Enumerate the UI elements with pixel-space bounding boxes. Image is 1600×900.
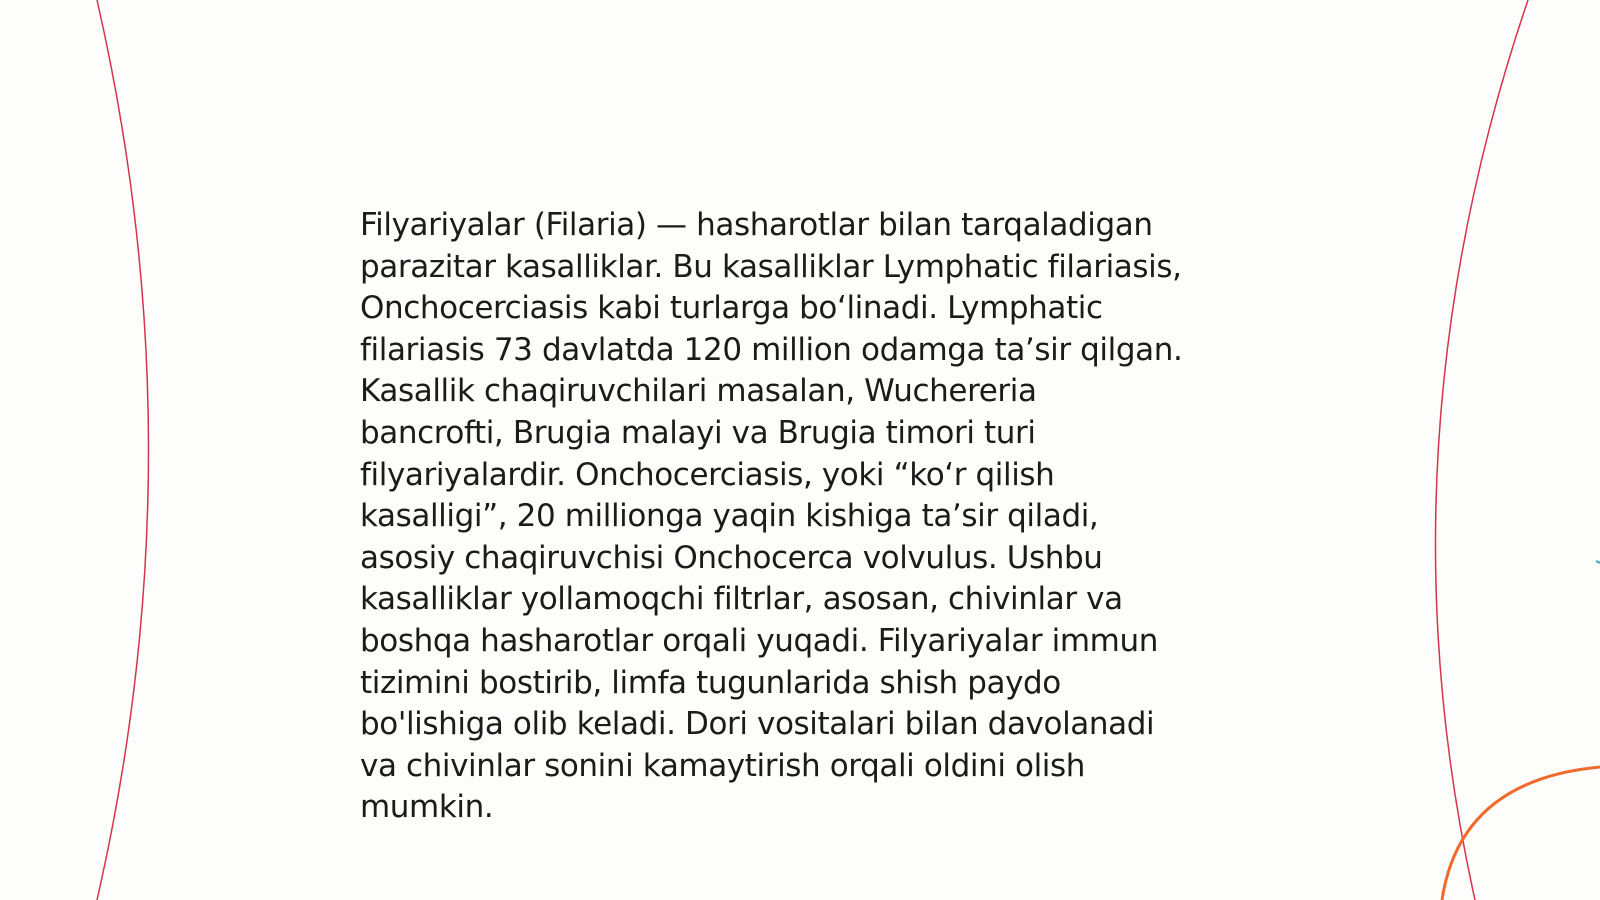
slide-body-text: Filyariyalar (Filaria) — hasharotlar bilan tarqaladigan parazitar kasalliklar. Bu kasalliklar Lymphatic filariasis, Onchocerciasis kabi turlarga boʻlinadi. Lymphatic filariasis 73 davlatda 120 million odamga taʼsir qilgan. Kasallik chaqiruvchilari masalan, Wuchereria bancrofti, Brugia malayi va Brugia timori turi filyariyalardir. Onchocerciasis, yoki “koʻr qilish kasalligi”, 20 millionga yaqin kishiga taʼsir qiladi, asosiy chaqiruvchisi Onchocerca volvulus. Ushbu kasalliklar yollamoqchi filtrlar, asosan, chivinlar va boshqa hasharotlar orqali yuqadi. Filyariyalar immun tizimini bostirib, limfa tugunlarida shish paydo bo'lishiga olib keladi. Dori vositalari bilan davolanadi va chivinlar sonini kamaytirish orqali oldini olish mumkin. (360, 207, 1183, 826)
teal-accent-mark (1596, 561, 1600, 563)
orange-arc (1442, 767, 1600, 900)
right-red-curve (1435, 0, 1528, 900)
left-red-curve (97, 0, 149, 900)
